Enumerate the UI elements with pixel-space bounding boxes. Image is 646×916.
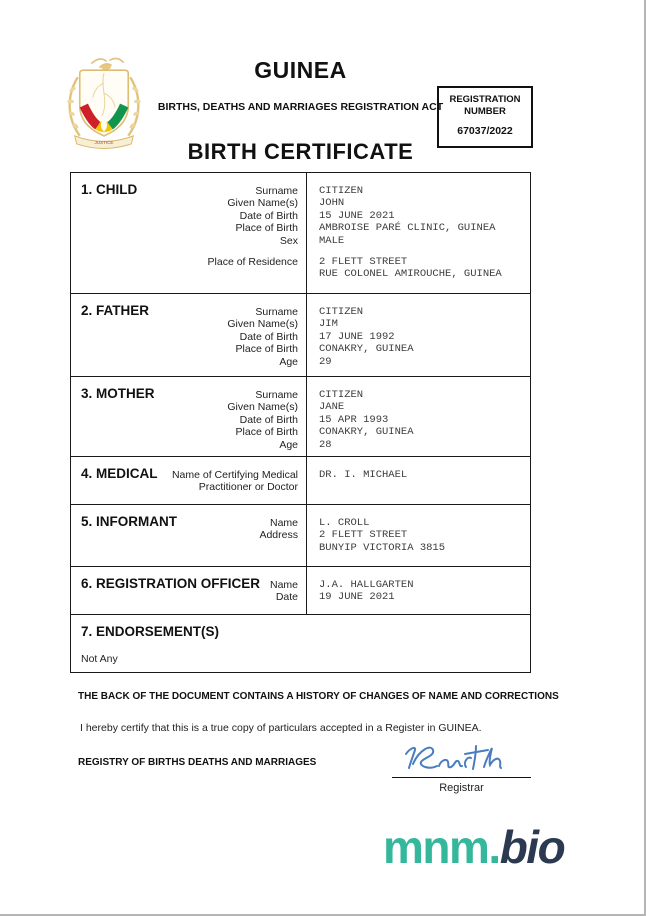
field-value: 29	[319, 355, 332, 368]
field-value: 28	[319, 438, 332, 451]
field-value: 2 FLETT STREET	[319, 529, 408, 542]
section-medical	[71, 456, 530, 504]
field-label: Surname	[255, 185, 298, 197]
field-value: CITIZEN	[319, 185, 364, 197]
section-title: 2. FATHER	[81, 303, 150, 318]
field-value: J.A. HALLGARTEN	[319, 579, 414, 591]
field-label: Place of Birth	[235, 343, 298, 356]
field-label: Surname	[255, 389, 298, 401]
section-endorsements	[71, 614, 530, 672]
spacer	[319, 247, 530, 256]
field-label: Given Name(s)	[227, 401, 298, 414]
country-title: GUINEA	[254, 57, 347, 83]
field-labels	[208, 173, 306, 293]
field-label: Date of Birth	[239, 209, 298, 222]
signature-stroke	[406, 746, 501, 769]
field-labels	[259, 505, 306, 566]
field-values	[307, 457, 530, 504]
field-label: Date	[275, 591, 298, 604]
watermark-secondary: bio	[499, 821, 565, 873]
document-title: BIRTH CERTIFICATE	[187, 139, 414, 164]
field-values	[307, 567, 530, 614]
certification-statement: I hereby certify that this is a true copy of particulars accepted in a Register in GUINEA.	[80, 722, 482, 734]
arms-banner-text: JUSTICE	[94, 139, 114, 145]
act-title: BIRTHS, DEATHS AND MARRIAGES REGISTRATION ACT	[157, 101, 444, 113]
field-value: BUNYIP VICTORIA 3815	[319, 541, 446, 554]
field-label: Place of Residence	[207, 256, 298, 269]
registrar-signature-icon	[400, 742, 525, 776]
field-value: MALE	[319, 234, 345, 247]
field-value: DR. I. MICHAEL	[319, 469, 408, 481]
field-label: Name	[269, 517, 298, 529]
section-mother	[71, 376, 530, 456]
section-child-left-cell	[71, 173, 307, 293]
registry-title: REGISTRY OF BIRTHS DEATHS AND MARRIAGES	[78, 757, 317, 768]
section-title: 3. MOTHER	[81, 386, 155, 401]
field-value: 17 JUNE 1992	[319, 330, 395, 343]
field-value: CITIZEN	[319, 306, 364, 318]
section-title: 6. REGISTRATION OFFICER	[81, 576, 261, 591]
field-label: Surname	[255, 306, 298, 318]
field-label: Sex	[279, 234, 298, 247]
field-label: Age	[279, 355, 298, 368]
section-title: 7. ENDORSEMENT(S)	[81, 624, 220, 639]
field-value: CITIZEN	[319, 389, 364, 401]
section-registration-officer	[71, 566, 530, 614]
mnm-bio-watermark	[383, 820, 564, 874]
field-values	[307, 377, 530, 456]
field-labels	[172, 457, 306, 504]
section-informant	[71, 504, 530, 566]
registration-number: 67037/2022	[457, 125, 513, 137]
section-title: 1. CHILD	[81, 182, 138, 197]
field-value	[319, 481, 530, 493]
signature-line	[392, 777, 531, 778]
field-values	[307, 173, 530, 293]
registration-number-box	[437, 86, 533, 148]
field-label: Date of Birth	[239, 330, 298, 343]
field-labels	[227, 377, 306, 456]
section-title: 5. INFORMANT	[81, 514, 177, 529]
section-mother-left-cell	[71, 377, 307, 456]
field-label: Age	[279, 438, 298, 451]
field-value: 15 APR 1993	[319, 413, 389, 426]
spacer	[208, 247, 298, 256]
section-title: 4. MEDICAL	[81, 466, 158, 481]
watermark-primary: mnm.	[383, 821, 500, 873]
field-value: CONAKRY, GUINEA	[319, 426, 414, 439]
field-value: 19 JUNE 2021	[319, 591, 395, 604]
section-informant-left-cell	[71, 505, 307, 566]
field-value: CONAKRY, GUINEA	[319, 343, 414, 356]
field-value: AMBROISE PARÉ CLINIC, GUINEA	[319, 222, 496, 235]
signature-caption: Registrar	[439, 782, 484, 794]
sections-table	[70, 172, 531, 673]
field-label: Address	[259, 529, 298, 542]
field-values	[307, 505, 530, 566]
section-medical-left-cell	[71, 457, 307, 504]
field-label: Name of Certifying Medical	[171, 469, 298, 481]
field-label: Practitioner or Doctor	[198, 481, 298, 494]
field-label: Place of Birth	[235, 426, 298, 439]
field-label: Date of Birth	[239, 413, 298, 426]
endorsement-note: Not Any	[81, 653, 118, 665]
field-value: RUE COLONEL AMIROUCHE, GUINEA	[319, 268, 502, 281]
field-labels	[270, 567, 306, 614]
field-labels	[227, 294, 306, 376]
field-label	[208, 268, 298, 280]
field-label: Place of Birth	[235, 222, 298, 235]
section-registration-officer-left-cell	[71, 567, 307, 614]
field-values	[307, 294, 530, 376]
section-child	[71, 173, 530, 293]
field-value: L. CROLL	[319, 517, 370, 529]
field-value: 15 JUNE 2021	[319, 209, 395, 222]
section-father-left-cell	[71, 294, 307, 376]
registration-label-line2: NUMBER	[464, 105, 506, 117]
field-label: Given Name(s)	[227, 197, 298, 210]
field-label	[259, 542, 298, 554]
field-value: JOHN	[319, 197, 345, 210]
registration-label-line1: REGISTRATION	[449, 94, 521, 105]
field-label: Name	[269, 579, 298, 591]
section-father	[71, 293, 530, 376]
field-value: JIM	[319, 318, 338, 331]
field-label: Given Name(s)	[227, 318, 298, 331]
field-value: JANE	[319, 401, 345, 414]
back-of-document-note: THE BACK OF THE DOCUMENT CONTAINS A HISTORY OF CHANGES OF NAME AND CORRECTIONS	[78, 691, 559, 702]
field-value: 2 FLETT STREET	[319, 256, 408, 269]
